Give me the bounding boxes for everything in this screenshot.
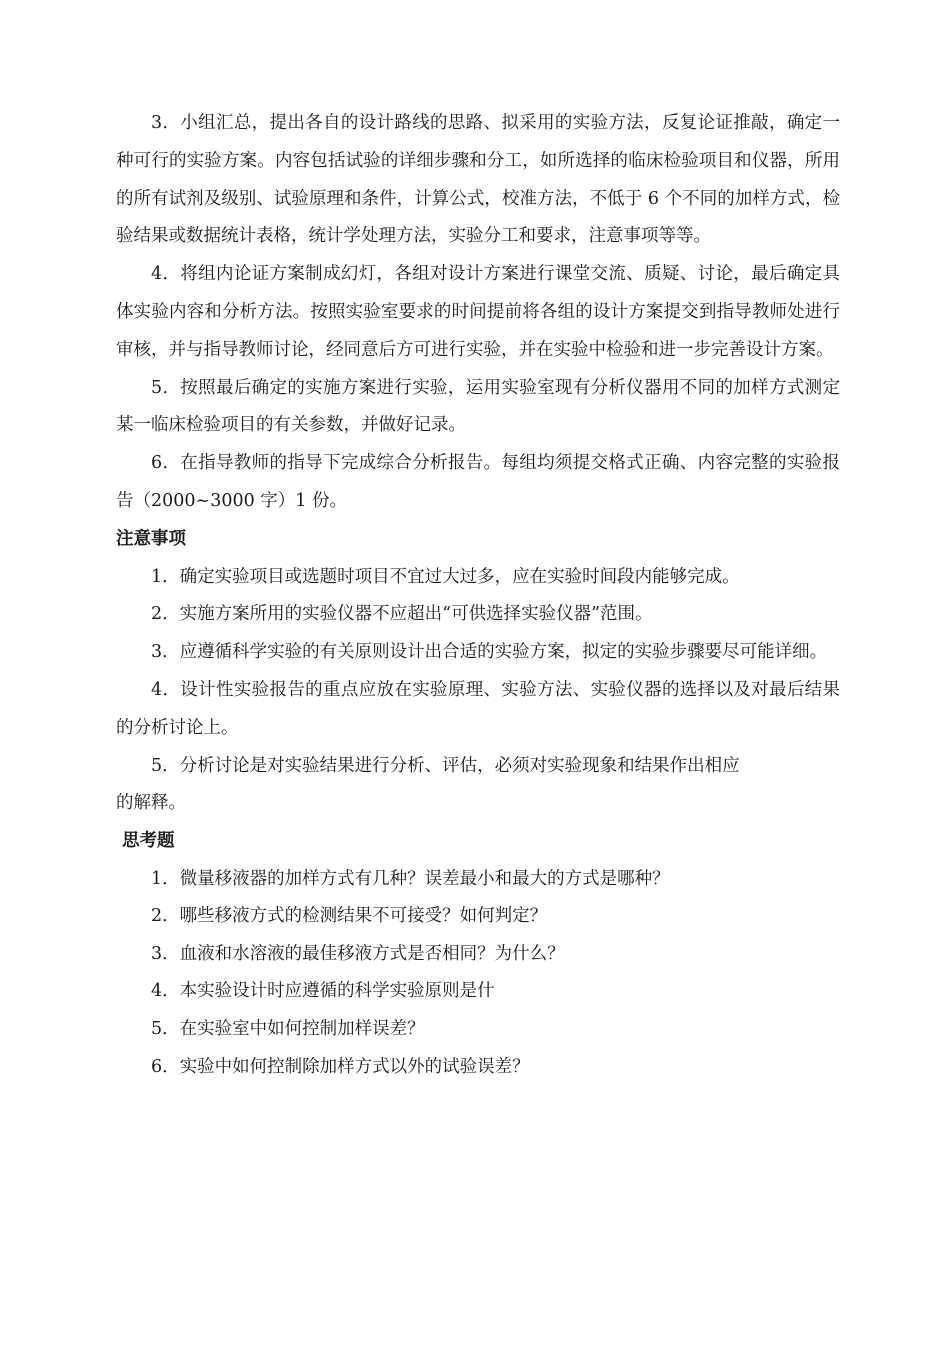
note-item-5-continued: 的解释。: [116, 793, 186, 814]
page-content: [116, 105, 840, 1086]
questions-heading: 思考题: [122, 830, 175, 851]
question-item-4: 4．本实验设计时应遵循的科学实验原则是什: [151, 981, 495, 1002]
note-item-5: 5．分析讨论是对实验结果进行分析、评估，必须对实验现象和结果作出相应: [151, 755, 740, 776]
question-item-3: 3．血液和水溶液的最佳移液方式是否相同？为什么？: [151, 943, 565, 964]
note-item-3: 3．应遵循科学实验的有关原则设计出合适的实验方案，拟定的实验步骤要尽可能详细。: [151, 642, 828, 663]
notes-heading: 注意事项: [116, 528, 186, 549]
question-item-5: 5．在实验室中如何控制加样误差？: [151, 1018, 425, 1039]
procedure-step-4: 4．将组内论证方案制成幻灯，各组对设计方案进行课堂交流、质疑、讨论，最后确定具体实验内容和分析方法。按照实验室要求的时间提前将各组的设计方案提交到指导教师处进行审核，并与指导教师讨论，经同意后方可进行实验，并在实验中检验和进一步完善设计方案。: [116, 264, 840, 360]
question-item-6: 6．实验中如何控制除加样方式以外的试验误差？: [151, 1056, 530, 1077]
note-item-2: 2．实施方案所用的实验仪器不应超出“可供选择实验仪器”范围。: [151, 604, 653, 625]
note-item-4: 4．设计性实验报告的重点应放在实验原理、实验方法、实验仪器的选择以及对最后结果的分析讨论上。: [116, 679, 840, 738]
procedure-step-6: 6．在指导教师的指导下完成综合分析报告。每组均须提交格式正确、内容完整的实验报告（2000~3000 字）1 份。: [116, 453, 840, 511]
procedure-step-3: 3．小组汇总，提出各自的设计路线的思路、拟采用的实验方法，反复论证推敲，确定一种可行的实验方案。内容包括试验的详细步骤和分工，如所选择的临床检验项目和仪器，所用的所有试剂及级别、试验原理和条件，计算公式，校准方法，不低于 6 个不同的加样方式，检验结果或数据统计表格，统计学处理方法，实验分工和要求，注意事项等等。: [116, 113, 840, 247]
question-item-2: 2．哪些移液方式的检测结果不可接受？如何判定？: [151, 906, 548, 927]
question-item-1: 1．微量移液器的加样方式有几种？误差最小和最大的方式是哪种？: [151, 868, 670, 889]
note-item-1: 1．确定实验项目或选题时项目不宜过大过多，应在实验时间段内能够完成。: [151, 566, 740, 587]
procedure-step-5: 5．按照最后确定的实施方案进行实验，运用实验室现有分析仪器用不同的加样方式测定某一临床检验项目的有关参数，并做好记录。: [116, 377, 840, 436]
